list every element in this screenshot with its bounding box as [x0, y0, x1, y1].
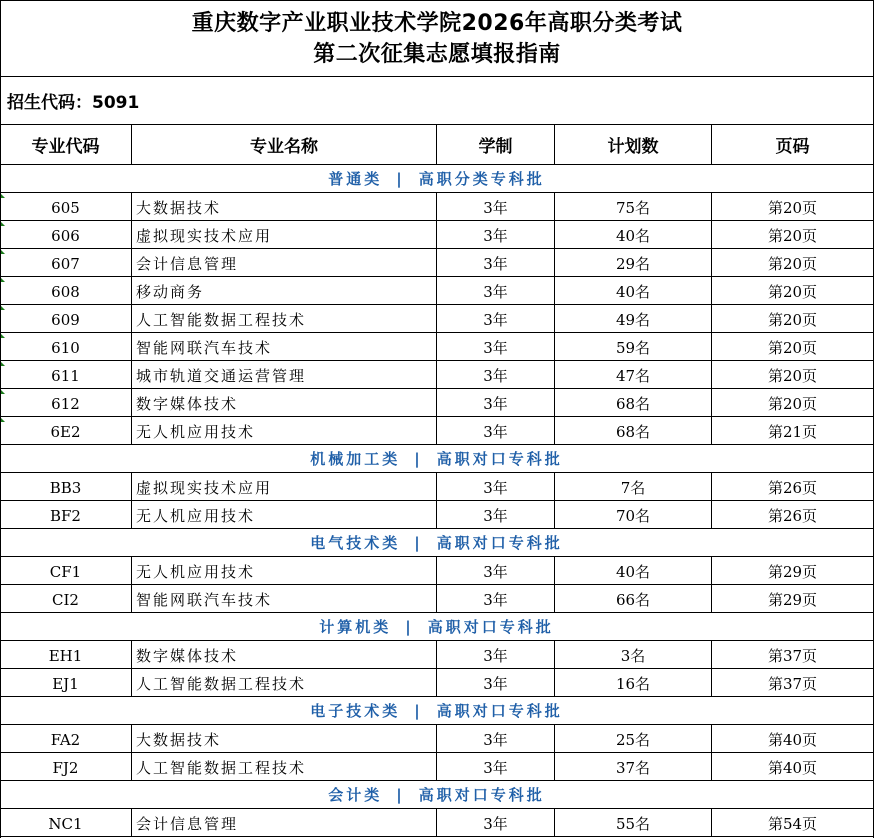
page-number-cell: 第20页 — [712, 333, 874, 361]
page-number-cell: 第37页 — [712, 669, 874, 697]
group-batch: 高职对口专科批 — [436, 449, 563, 468]
duration-cell: 3年 — [437, 753, 555, 781]
page-number-cell: 第26页 — [712, 473, 874, 501]
duration-cell: 3年 — [437, 249, 555, 277]
major-name-cell: 智能网联汽车技术 — [132, 585, 437, 613]
cell-marker-icon — [1, 250, 5, 254]
major-name-cell: 虚拟现实技术应用 — [132, 221, 437, 249]
plan-count-cell: 25名 — [555, 725, 712, 753]
page-number-cell: 第20页 — [712, 305, 874, 333]
major-code-cell: EJ1 — [0, 669, 132, 697]
page-number-cell: 第20页 — [712, 277, 874, 305]
major-name-cell: 数字媒体技术 — [132, 389, 437, 417]
page-number-cell: 第29页 — [712, 585, 874, 613]
major-name-cell: 人工智能数据工程技术 — [132, 305, 437, 333]
duration-cell: 3年 — [437, 473, 555, 501]
duration-cell: 3年 — [437, 417, 555, 445]
duration-cell: 3年 — [437, 193, 555, 221]
duration-cell: 3年 — [437, 389, 555, 417]
major-code-cell: 607 — [0, 249, 132, 277]
group-separator: | — [405, 617, 414, 636]
page-number-cell: 第20页 — [712, 361, 874, 389]
title-line-1: 重庆数字产业职业技术学院2026年高职分类考试 — [191, 10, 683, 36]
page-number-cell: 第40页 — [712, 725, 874, 753]
table-row — [0, 333, 874, 361]
header-code: 专业代码 — [0, 125, 132, 165]
header-plan: 计划数 — [555, 125, 712, 165]
major-name-cell: 会计信息管理 — [132, 809, 437, 837]
cell-marker-icon — [1, 278, 5, 282]
table-row — [0, 305, 874, 333]
group-batch: 高职分类专科批 — [418, 169, 545, 188]
plan-count-cell: 75名 — [555, 193, 712, 221]
plan-count-cell: 16名 — [555, 669, 712, 697]
duration-cell: 3年 — [437, 221, 555, 249]
table-row — [0, 221, 874, 249]
major-name-cell: 虚拟现实技术应用 — [132, 473, 437, 501]
plan-count-cell: 66名 — [555, 585, 712, 613]
page-number-cell: 第40页 — [712, 753, 874, 781]
major-code-cell: 605 — [0, 193, 132, 221]
cell-marker-icon — [1, 334, 5, 338]
plan-count-cell: 37名 — [555, 753, 712, 781]
group-header — [0, 781, 874, 809]
table-row — [0, 389, 874, 417]
major-name-cell: 会计信息管理 — [132, 249, 437, 277]
cell-marker-icon — [1, 362, 5, 366]
major-name-cell: 移动商务 — [132, 277, 437, 305]
major-name-cell: 数字媒体技术 — [132, 641, 437, 669]
major-code-cell: CI2 — [0, 585, 132, 613]
group-category: 计算机类 — [319, 617, 392, 636]
major-name-cell: 人工智能数据工程技术 — [132, 753, 437, 781]
header-row — [0, 125, 874, 165]
page-number-cell: 第20页 — [712, 389, 874, 417]
table-row — [0, 249, 874, 277]
table-row — [0, 753, 874, 781]
major-code-cell: 606 — [0, 221, 132, 249]
page-number-cell: 第54页 — [712, 809, 874, 837]
page-number-cell: 第37页 — [712, 641, 874, 669]
major-name-cell: 无人机应用技术 — [132, 417, 437, 445]
group-header — [0, 165, 874, 193]
duration-cell: 3年 — [437, 361, 555, 389]
group-separator: | — [396, 169, 405, 188]
group-header-row — [0, 697, 874, 725]
duration-cell: 3年 — [437, 501, 555, 529]
group-header-row — [0, 613, 874, 641]
page-number-cell: 第20页 — [712, 249, 874, 277]
duration-cell: 3年 — [437, 277, 555, 305]
duration-cell: 3年 — [437, 809, 555, 837]
group-header-row — [0, 165, 874, 193]
table-row — [0, 277, 874, 305]
plan-count-cell: 3名 — [555, 641, 712, 669]
duration-cell: 3年 — [437, 305, 555, 333]
duration-cell: 3年 — [437, 641, 555, 669]
page-number-cell: 第20页 — [712, 193, 874, 221]
group-header-row — [0, 781, 874, 809]
duration-cell: 3年 — [437, 557, 555, 585]
major-code-cell: 611 — [0, 361, 132, 389]
major-code-cell: FA2 — [0, 725, 132, 753]
group-header — [0, 529, 874, 557]
plan-count-cell: 40名 — [555, 557, 712, 585]
major-code-cell: 6E2 — [0, 417, 132, 445]
group-header — [0, 697, 874, 725]
major-code-cell: 609 — [0, 305, 132, 333]
major-code-cell: EH1 — [0, 641, 132, 669]
plan-count-cell: 59名 — [555, 333, 712, 361]
group-category: 电子技术类 — [310, 701, 401, 720]
table-row — [0, 193, 874, 221]
duration-cell: 3年 — [437, 669, 555, 697]
page-number-cell: 第20页 — [712, 221, 874, 249]
major-code-cell: BF2 — [0, 501, 132, 529]
table-row — [0, 641, 874, 669]
plan-count-cell: 40名 — [555, 277, 712, 305]
group-category: 机械加工类 — [310, 449, 401, 468]
title-line-2: 第二次征集志愿填报指南 — [313, 41, 561, 67]
major-name-cell: 无人机应用技术 — [132, 501, 437, 529]
plan-count-cell: 47名 — [555, 361, 712, 389]
page-number-cell: 第21页 — [712, 417, 874, 445]
page-number-cell: 第26页 — [712, 501, 874, 529]
duration-cell: 3年 — [437, 725, 555, 753]
major-code-cell: FJ2 — [0, 753, 132, 781]
table-row — [0, 501, 874, 529]
group-category: 会计类 — [328, 785, 383, 804]
enrollment-code: 招生代码：5091 — [1, 77, 873, 125]
major-name-cell: 大数据技术 — [132, 193, 437, 221]
table-row — [0, 557, 874, 585]
majors-table — [0, 124, 874, 837]
major-name-cell: 大数据技术 — [132, 725, 437, 753]
header-duration: 学制 — [437, 125, 555, 165]
group-batch: 高职对口专科批 — [436, 533, 563, 552]
plan-count-cell: 7名 — [555, 473, 712, 501]
header-page: 页码 — [712, 125, 874, 165]
major-code-cell: BB3 — [0, 473, 132, 501]
plan-count-cell: 49名 — [555, 305, 712, 333]
duration-cell: 3年 — [437, 585, 555, 613]
table-row — [0, 473, 874, 501]
group-batch: 高职对口专科批 — [418, 785, 545, 804]
major-code-cell: 610 — [0, 333, 132, 361]
group-header-row — [0, 445, 874, 473]
group-header-row — [0, 529, 874, 557]
header-name: 专业名称 — [132, 125, 437, 165]
group-header — [0, 613, 874, 641]
major-name-cell: 人工智能数据工程技术 — [132, 669, 437, 697]
group-batch: 高职对口专科批 — [427, 617, 554, 636]
major-code-cell: NC1 — [0, 809, 132, 837]
cell-marker-icon — [1, 390, 5, 394]
table-row — [0, 585, 874, 613]
table-row — [0, 725, 874, 753]
table-row — [0, 417, 874, 445]
plan-count-cell: 29名 — [555, 249, 712, 277]
table-row — [0, 361, 874, 389]
group-header — [0, 445, 874, 473]
group-batch: 高职对口专科批 — [436, 701, 563, 720]
plan-count-cell: 68名 — [555, 417, 712, 445]
cell-marker-icon — [1, 306, 5, 310]
cell-marker-icon — [1, 194, 5, 198]
group-category: 电气技术类 — [310, 533, 401, 552]
group-category: 普通类 — [328, 169, 383, 188]
major-name-cell: 城市轨道交通运营管理 — [132, 361, 437, 389]
group-separator: | — [414, 449, 423, 468]
group-separator: | — [414, 701, 423, 720]
table-row — [0, 669, 874, 697]
major-name-cell: 智能网联汽车技术 — [132, 333, 437, 361]
major-code-cell: 612 — [0, 389, 132, 417]
group-separator: | — [414, 533, 423, 552]
plan-count-cell: 55名 — [555, 809, 712, 837]
plan-count-cell: 68名 — [555, 389, 712, 417]
table-body — [0, 165, 874, 837]
plan-count-cell: 70名 — [555, 501, 712, 529]
duration-cell: 3年 — [437, 333, 555, 361]
page-number-cell: 第29页 — [712, 557, 874, 585]
major-name-cell: 无人机应用技术 — [132, 557, 437, 585]
major-code-cell: 608 — [0, 277, 132, 305]
group-separator: | — [396, 785, 405, 804]
major-code-cell: CF1 — [0, 557, 132, 585]
title-block — [1, 1, 873, 77]
cell-marker-icon — [1, 418, 5, 422]
table-row — [0, 809, 874, 837]
plan-count-cell: 40名 — [555, 221, 712, 249]
cell-marker-icon — [1, 222, 5, 226]
